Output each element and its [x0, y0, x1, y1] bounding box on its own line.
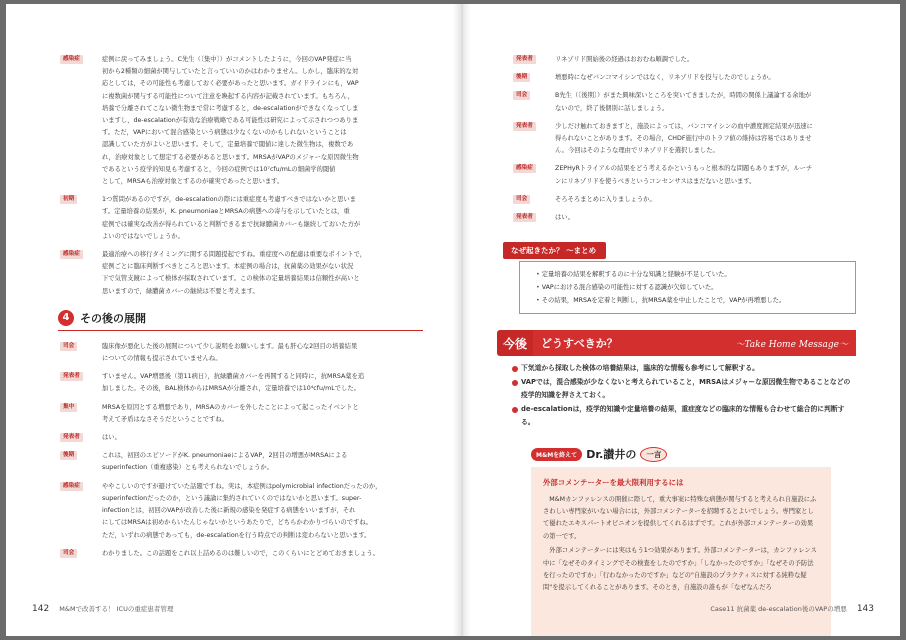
text-line: す。定量培養の結果が，K. pneumoniaeとMRSAの病態への寄与を示していたとは，重 — [102, 208, 350, 216]
text-line: superinfectionだったのか，という議論に集約されていくのではないかと思います。super- — [102, 494, 362, 502]
summary-item: • その結果，MRSAを定着と判断し，抗MRSA薬を中止したことで，VAPが再増悪した。 — [536, 294, 845, 307]
section-number: 4 — [58, 310, 74, 326]
doctor-name: Dr.讃井の — [586, 448, 637, 462]
text-line: 培養で分離されてこない微生物まで常に考慮すると，de-escalationができなくなってしま — [102, 104, 359, 112]
text-line: 症例ごとに臨床判断すべきところと思います。本症例の場合は，抗菌薬の効果がない状況 — [102, 263, 354, 271]
dialogue-entry — [58, 481, 423, 542]
speaker-tag: 発表者 — [60, 372, 83, 381]
text-line: 応としては，その可能性も考慮しておく必要があったと思います。ガイドラインにも，VAP — [102, 80, 359, 88]
dialogue-entry — [511, 121, 856, 158]
dialogue-entry — [511, 90, 856, 114]
text-line: 症例では確実な改善が得られていると判断できるまで抗緑膿菌カバーも継続しておいた方が — [102, 220, 361, 228]
speaker-tag: 感染症 — [60, 482, 83, 491]
doctor-comment-header — [531, 445, 856, 463]
text-line: ややこしいのですが避けていた話題ですね。実は，本症例はpolymicrobial infectionだったのか， — [102, 482, 382, 490]
speaker-tag: 発表者 — [60, 433, 83, 442]
text-line: 臨床像が悪化した後の展開について少し説明をお願いします。最も肝心な2回目の培養結果 — [102, 342, 358, 350]
text-line: 下で気管支鏡によって検体が採取されています。この検体の定量培養結果は信頼性が高いと — [102, 275, 360, 283]
summary-item: • 定量培養の結果を解釈するのに十分な知識と経験が不足していた。 — [536, 268, 845, 281]
left-page — [58, 54, 423, 566]
doctor-comment-para: 外部コメンテーターには実はもう1つ効果があります。外部コメンテーターは，カンファレンス中に「なぜそのタイミングでその検査をしたのですか」「しなかったのですか」「なぜその予防法を行ったのですか」「行わなかったのですか」などの"自施設のプラクティスに対する純粋な疑問"を提示してくれることがあります。そのとき，自施設の誰もが「なぜなんだろ — [543, 547, 817, 592]
text-line: そろそろまとめに入りましょうか。 — [555, 195, 656, 203]
right-page — [503, 54, 856, 636]
dialogue-entry — [511, 163, 856, 187]
running-title-right: Case11 抗菌薬 de-escalation後のVAPの増悪 — [710, 605, 847, 613]
speaker-tag: 発表者 — [513, 213, 536, 222]
section-heading — [58, 310, 423, 331]
text-line: れ，治療対象として想定する必要があると思います。MRSAがVAPのメジャーな原因微生物 — [102, 153, 359, 161]
text-line: 增悪時になぜバンコマイシンではなく，リネゾリドを投与したのでしょうか。 — [555, 74, 775, 82]
dialogue-entry — [58, 432, 423, 444]
text-line: いますし，de-escalationが有効な治療戦略である可能性は研究によって示されつつありま — [102, 117, 359, 125]
text-line: はい。 — [555, 214, 574, 222]
dialogue-entry — [511, 212, 856, 224]
text-line: 最適治療への移行タイミングに関する問題提起ですね。重症度への配慮は重要なポイントで， — [102, 251, 367, 259]
dialogue-entry — [58, 371, 423, 395]
take-home-now: 今後 — [497, 330, 533, 356]
dialogue-entry — [58, 402, 423, 426]
text-line: すいません。VAP増悪後（第11病日），抗緑膿菌カバーを再開すると同時に，抗MRSA薬を追 — [102, 373, 365, 381]
speaker-tag: 初期 — [60, 195, 77, 204]
dialogue-entry — [511, 194, 856, 206]
speaker-tag: 集中 — [60, 403, 77, 412]
section-title: その後の展開 — [80, 311, 146, 325]
text-line: として，MRSAも治療対象とするのが確実であったと思います。 — [102, 178, 284, 186]
right-dialogue — [511, 54, 856, 224]
text-line: であるという疫学的知見も考慮すると，今回の症例では10⁷cfu/mLの細菌学的閾値 — [102, 165, 336, 173]
text-line: に複数菌が関与する可能性について注意を喚起する内容が記載されています。もちろん， — [102, 92, 354, 100]
dialogue-entry — [511, 54, 856, 66]
take-home-question: どうすべきか？ — [541, 337, 618, 351]
text-line: MRSAを原因とする増悪であり，MRSAのカバーを外したことによって起こったイベントと — [102, 403, 359, 411]
take-home-message: 〜Take Home Message〜 — [735, 339, 848, 350]
text-line: 得られないことがあります。その場合，CHDF施行中のトラフ値の維持は容易ではありませ — [555, 135, 812, 143]
take-home-banner — [497, 330, 856, 356]
summary-item: • VAPにおける混合感染の可能性に対する認識が欠如していた。 — [536, 281, 845, 294]
dialogue-entry — [58, 54, 423, 188]
text-line: 認識していた方がよいと思います。そして，定量培養で閾値に達した微生物は，複数であ — [102, 141, 354, 149]
speaker-tag: 発表者 — [513, 122, 536, 131]
left-discussion — [58, 54, 423, 298]
dialogue-entry — [58, 450, 423, 474]
take-home-item: 下気道から採取した検体の培養結果は，臨床的な情報も参考にして解釈する。 — [511, 362, 856, 375]
page-number-left: 142 — [32, 604, 50, 614]
one-word-bubble: 一言 — [640, 447, 667, 462]
text-line: 症例に戻ってみましょう。C先生（〔集中〕）がコメントしたように，今回のVAP発症に当 — [102, 56, 352, 63]
text-line: リネゾリド開始後の経過はおおむね順調でした。 — [555, 56, 694, 63]
dialogue-entry — [58, 548, 423, 560]
text-line: infectionとは，初回のVAPが改善した後に新規の感染を発症する病態をいいますが，それ — [102, 507, 356, 515]
summary-box — [519, 261, 856, 314]
speaker-tag: 感染症 — [513, 164, 536, 173]
text-line: す。ただ，VAPにおいて混合感染という病態は少なくないのかもしれないということは — [102, 129, 347, 137]
mm-badge: M&Mを終えて — [531, 448, 582, 461]
text-line: にしてはMRSAは初めからいたんじゃないかというあたりで，どちらかわかりづらいのですね。 — [102, 519, 372, 527]
doctor-comment-para: M&Mカンファレンスの開催に際して，重大事案に特殊な病態が関与すると考えられ自施設にふさわしい専門家がいない場合には，外部コメンテーターを招聘するとよいでしょう。専門家として優れたエキスパートオピニオンを提供してくれるはずです。これが外部コメンテーターの効果の第一です。 — [543, 495, 817, 540]
text-line: についての情報も提示されていませんね。 — [102, 355, 222, 363]
take-home-list — [511, 362, 856, 429]
speaker-tag: 司会 — [60, 342, 77, 351]
text-line: 考えて矛盾はなさそうだということですね。 — [102, 415, 228, 423]
text-line: ないので，終了後個別に話しましょう。 — [555, 104, 669, 112]
speaker-tag: 発表者 — [513, 55, 536, 64]
take-home-item: VAPでは，混合感染が少なくないと考えられていること，MRSAはメジャーな原因微生物であることなどの疫学的知識を押さえておく。 — [511, 376, 856, 402]
text-line: 1つ質問があるのですが，de-escalationの際には重症度も考慮すべきではないかと思いま — [102, 196, 356, 204]
book-gutter — [453, 4, 471, 636]
dialogue-entry — [58, 249, 423, 298]
right-footer — [710, 604, 874, 614]
text-line: ンにリネゾリドを使うべきというコンセンサスはまだないと思います。 — [555, 177, 756, 185]
speaker-tag: 感染症 — [60, 55, 83, 64]
speaker-tag: 司会 — [513, 91, 530, 100]
take-home-item: de-escalationは，疫学的知識や定量培養の結果，重症度などの臨床的な情報も合わせて総合的に判断する。 — [511, 403, 856, 429]
text-line: ただ，いずれの病態であっても，de-escalationを行う時点での判断は変わらないと思います。 — [102, 531, 371, 539]
dialogue-entry — [58, 194, 423, 243]
summary-heading: なぜ起きたか？ 〜まとめ — [503, 242, 606, 259]
text-line: これは，初回のエピソードがK. pneumoniaeによるVAP，2回目の増悪がMRSAによる — [102, 452, 348, 460]
speaker-tag: 後期 — [60, 451, 77, 460]
speaker-tag: 感染症 — [60, 250, 83, 259]
text-line: ん。今回はそのような理由でリネゾリドを選択しました。 — [555, 147, 719, 155]
text-line: はい。 — [102, 434, 121, 442]
left-footer — [32, 604, 173, 614]
left-dialogue — [58, 341, 423, 560]
text-line: 加しました。その後，BAL検体からはMRSAが分離され，定量培養では10⁴cfu/mLでした。 — [102, 385, 360, 393]
page-number-right: 143 — [856, 604, 874, 614]
running-title-left: M&Mで改善する！ ICUの重症患者管理 — [59, 605, 174, 613]
speaker-tag: 司会 — [513, 195, 530, 204]
doctor-comment-heading: 外部コメンテーターを最大限利用するには — [543, 478, 684, 488]
text-line: superinfection（重複感染）とも考えられないでしょうか。 — [102, 464, 274, 472]
text-line: 少しだけ触れておきますと，施設によっては，バンコマイシンの血中濃度測定結果が迅速に — [555, 122, 813, 130]
text-line: B先生（〔後期〕）がまた興味深いところを突いてきましたが，時間の関係上議論する余地が — [555, 92, 812, 100]
dialogue-entry — [511, 72, 856, 84]
speaker-tag: 司会 — [60, 549, 77, 558]
text-line: 初から2種類の細菌が関与していたと言っていいのかはわかりません。しかし，臨床的な対 — [102, 68, 359, 76]
text-line: わかりました。この話題をこれ以上詰めるのは難しいので，このくらいにとどめておきましょう。 — [102, 549, 379, 557]
text-line: 思いますので，緑膿菌カバーの継続は不要と考えます。 — [102, 287, 259, 295]
book-spread — [6, 4, 900, 636]
text-line: よいのではないでしょうか。 — [102, 232, 184, 240]
text-line: ZEPHyRトライアルの結果をどう考えるかというもっと根本的な問題もありますが，ルーチ — [555, 165, 813, 173]
dialogue-entry — [58, 341, 423, 365]
take-home-bar — [533, 330, 856, 356]
speaker-tag: 後期 — [513, 73, 530, 82]
